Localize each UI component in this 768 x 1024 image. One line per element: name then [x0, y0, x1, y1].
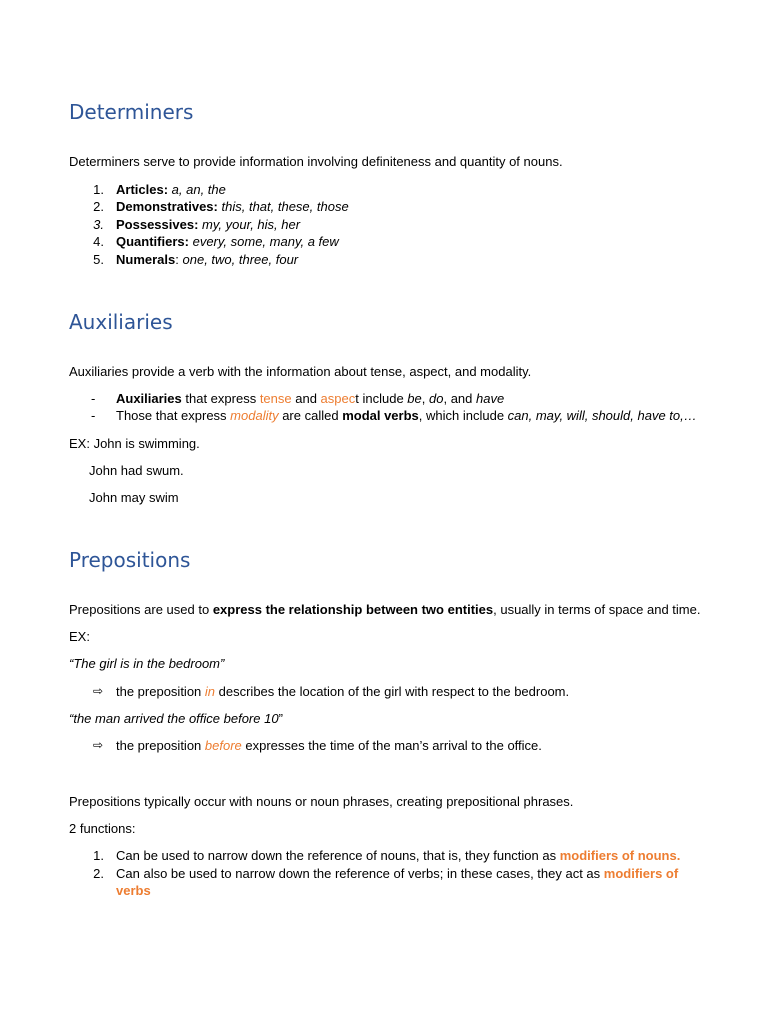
- text-fragment: , and: [443, 391, 476, 406]
- list-number: 5.: [93, 252, 104, 267]
- text-fragment: , which include: [418, 408, 508, 423]
- text-fragment: ,: [421, 391, 429, 406]
- text-fragment: the preposition: [116, 684, 205, 699]
- heading-determiners: Determiners: [69, 100, 194, 124]
- auxiliaries-intro: Auxiliaries provide a verb with the information about tense, aspect, and modality.: [69, 364, 532, 379]
- modal-list: can, may, will, should, have to,…: [507, 408, 697, 423]
- heading-auxiliaries: Auxiliaries: [69, 310, 173, 334]
- text-fragment: t: [355, 391, 359, 406]
- word-in: in: [204, 684, 216, 699]
- bold-phrase: express the relationship between two entities: [212, 602, 494, 617]
- word-before: before: [204, 738, 242, 753]
- text-fragment: the preposition: [116, 738, 205, 753]
- item-label: Demonstratives:: [116, 199, 218, 214]
- text-fragment: that express: [181, 391, 260, 406]
- highlight-verbs: verbs: [116, 883, 151, 898]
- item-examples: this, that, these, those: [221, 199, 349, 214]
- word-have: have: [476, 391, 505, 406]
- text-fragment: describes the location of the girl with respect to the bedroom.: [215, 684, 570, 699]
- list-item: [69, 216, 469, 233]
- text-fragment: “the man arrived the office before 10: [69, 711, 279, 726]
- bullet-dash: -: [91, 408, 96, 423]
- item-examples: every, some, many, a few: [192, 234, 339, 249]
- closing-quote: ”: [278, 711, 283, 726]
- ex-label: EX:: [69, 629, 90, 644]
- heading-prepositions: Prepositions: [69, 548, 191, 572]
- text-fragment: Those that express: [116, 408, 231, 423]
- list-number: 2.: [93, 866, 104, 881]
- term-aspect: aspec: [320, 391, 356, 406]
- text-fragment: Can also be used to narrow down the reference of verbs; in these cases, they act as: [116, 866, 604, 881]
- text-fragment: Prepositions are used to: [69, 602, 213, 617]
- list-number: 1.: [93, 848, 104, 863]
- item-label: Possessives:: [116, 217, 199, 232]
- text-fragment: and: [291, 391, 321, 406]
- item-examples: one, two, three, four: [182, 252, 299, 267]
- example-sentence: “The girl is in the bedroom”: [69, 656, 225, 671]
- bullet-item: [69, 407, 709, 424]
- example-line: EX: John is swimming.: [69, 436, 200, 451]
- list-item: [69, 251, 469, 268]
- list-number: 3.: [93, 217, 104, 232]
- list-item: [69, 865, 709, 899]
- prepositions-intro: [69, 601, 700, 618]
- text-fragment: are called: [278, 408, 343, 423]
- term-modality: modality: [230, 408, 279, 423]
- highlight-modifiers-of-nouns: modifiers of nouns.: [559, 848, 681, 863]
- item-examples: my, your, his, her: [202, 217, 301, 232]
- list-item: [69, 847, 709, 864]
- text-fragment: include: [358, 391, 408, 406]
- functions-label: 2 functions:: [69, 821, 136, 836]
- item-label: Numerals: [116, 252, 176, 267]
- term-modal-verbs: modal verbs: [342, 408, 419, 423]
- arrow-icon: ⇨: [93, 684, 104, 698]
- item-colon: :: [175, 252, 179, 267]
- text-fragment: , usually in terms of space and time.: [493, 602, 701, 617]
- text-fragment: Can be used to narrow down the reference of nouns, that is, they function as: [116, 848, 560, 863]
- arrow-item: [69, 683, 709, 700]
- arrow-icon: ⇨: [93, 738, 104, 752]
- example-sentence: [69, 710, 283, 727]
- list-number: 4.: [93, 234, 104, 249]
- list-item: [69, 181, 469, 198]
- item-examples: a, an, the: [171, 182, 226, 197]
- bullet-item: [69, 390, 709, 407]
- determiners-intro: Determiners serve to provide information involving definiteness and quantity of nouns.: [69, 154, 563, 169]
- term-auxiliaries: Auxiliaries: [116, 391, 182, 406]
- bullet-dash: -: [91, 391, 96, 406]
- list-number: 2.: [93, 199, 104, 214]
- highlight-modifiers-of-verbs: modifiers of: [603, 866, 679, 881]
- list-item: [69, 233, 469, 250]
- item-label: Quantifiers:: [116, 234, 189, 249]
- arrow-item: [69, 737, 709, 754]
- list-item: [69, 198, 469, 215]
- example-line: John had swum.: [89, 463, 184, 478]
- example-line: John may swim: [89, 490, 179, 505]
- word-be: be: [407, 391, 422, 406]
- term-tense: tense: [259, 391, 292, 406]
- text-fragment: expresses the time of the man’s arrival to the office.: [241, 738, 542, 753]
- item-label: Articles:: [116, 182, 169, 197]
- prepositions-paragraph: Prepositions typically occur with nouns or noun phrases, creating prepositional phrases.: [69, 794, 574, 809]
- word-do: do: [429, 391, 444, 406]
- list-number: 1.: [93, 182, 104, 197]
